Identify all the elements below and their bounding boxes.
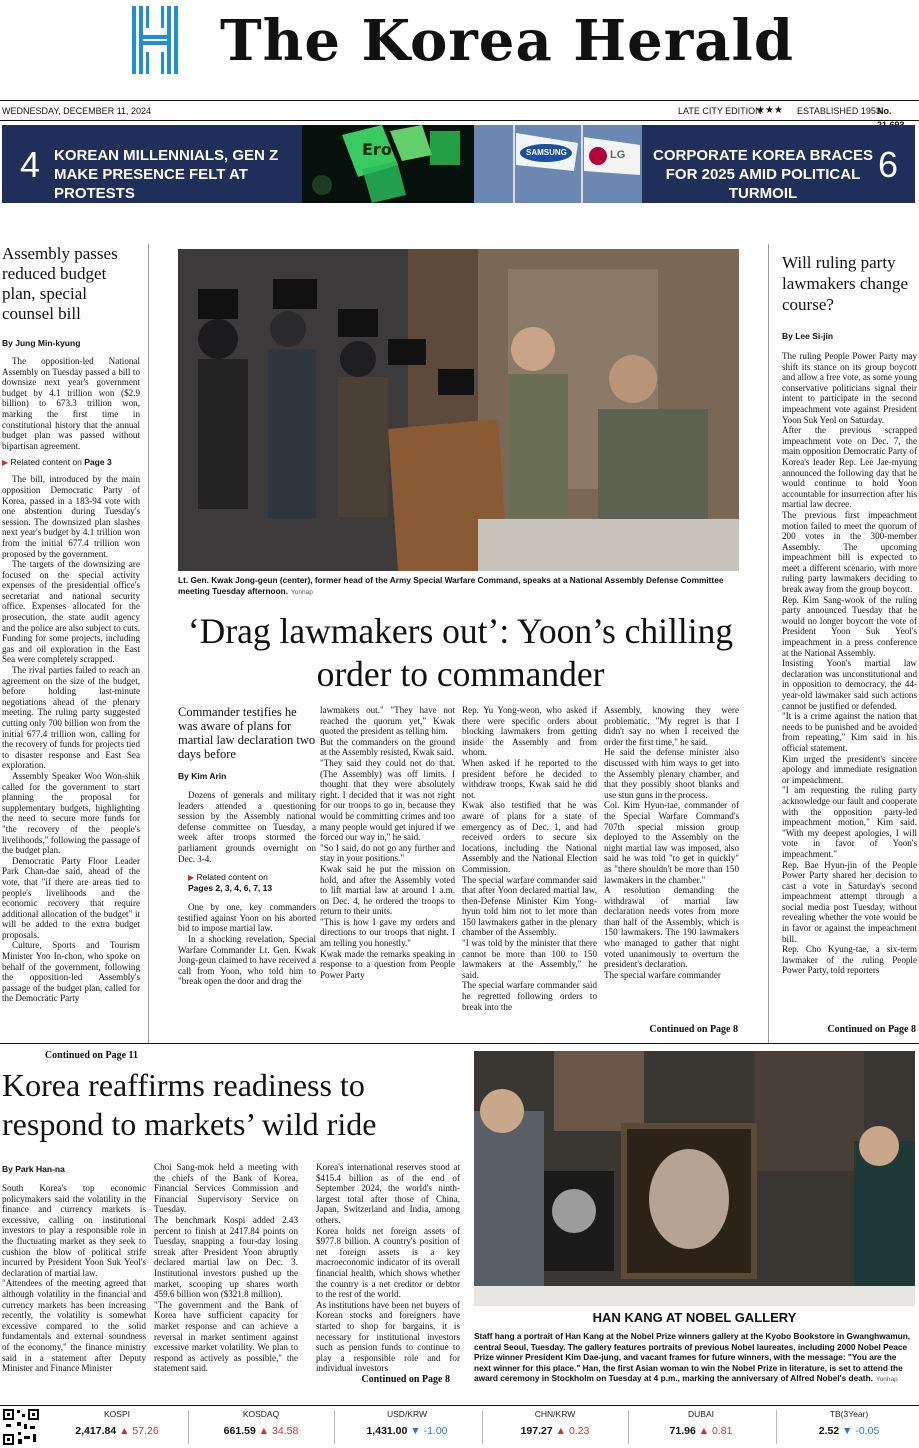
ticker-name: DUBAI: [688, 1409, 714, 1419]
ticker-item: [634, 1408, 768, 1448]
svg-text:Ero: Ero: [362, 140, 392, 159]
nobel-title[interactable]: HAN KANG AT NOBEL GALLERY: [592, 1310, 797, 1325]
right-story-byline: By Lee Si-jin: [782, 331, 834, 341]
main-story-col2: lawmakers out." "They have not reached the quorum yet," Kwak quoted the president as telling him. But the commanders on the ground at the Assembly resisted, Kwak said. "They said they could not do that. (The Assembly) was off limits. I thought that they were absolutely right. I decided that it was not right for our troops to go in, because they would be committing crimes and too many people would get injured if we forced our way in," he said. "So I said, do not go any further and stay in your positions." Kwak said he put the mission on hold, and after the Assembly voted to lift martial law at around 1 a.m. on Dec. 4, he ordered the troops to return to their units. "This is how I gave my orders and directions to our troops that night. I am telling you honestly." Kwak made the remarks speaking in response to a question from People Power Party: [320, 705, 455, 980]
edition-stars: ★★★: [756, 105, 783, 116]
main-story-headline[interactable]: ‘Drag lawmakers out’: Yoon’s chilling order to commander: [187, 611, 734, 694]
ticker-value: 2,417.84: [75, 1425, 117, 1437]
right-story-body: The ruling People Power Party may shift its stance on its group boycott and allow a free vote, as some young conservative politicians signal their intent to participate in the second impeachment vote against President Yoon Suk Yeol on Saturday. After the previous scrapped impeachment vote on Dec. 7, the main opposition Democratic Party of Korea's leader Rep. Lee Jae-myung announced the following day that he would continue to hold Yoon accountable for insurrection after his martial law decree. The previous first impeachment motion failed to meet the quorum of 200 votes in the 300-member Assembly. The upcoming impeachment bill is expected to meet a different scenario, with more ruling party lawmakers deciding to break away from the group boycott. Rep. Kim Sang-wook of the ruling party announced Tuesday that he would no longer boycott the vote of President Yoon Suk Yeol's impeachment in a press conference at the National Assembly. Insisting Yoon's martial law declaration was unconstitutional and in opposition to democracy, the 44-year-old lawmaker said such actions cannot be justified or defended. "It is a crime against the nation that needs to be punished and be avoided from repeating," Kim said in his official statement. Kim urged the president's sincere apology and immediate resignation or impeachment. "I am requesting the ruling party acknowledge our fault and cooperate with the opposition party-led impeachment motion," Kim said. "With my deepest apologies, I will vote in favor of Yoon's impeachment." Rep. Bae Hyun-jin of the People Power Party shared her decision to cast a vote in Saturday's second impeachment attempt through a social media post Tuesday, without revealing whether the vote would be in favor or against the impeachment bill. Rep. Cho Kyung-tae, a six-term lawmaker of the ruling People Power Party, told reporters: [782, 351, 917, 976]
ticker-change: ▲ 34.58: [258, 1425, 299, 1437]
ticker-name: KOSDAQ: [242, 1409, 280, 1419]
ticker-change: ▲ 0.23: [555, 1425, 590, 1437]
ticker-change: ▲ 0.81: [698, 1425, 733, 1437]
ticker-change: ▼ -0.05: [842, 1425, 880, 1437]
ticker-item: [488, 1408, 622, 1448]
left-story-para: The targets of the downsizing are focused on the special activity expenses of the presidential office's secretariat and national security office. Expenses allocated for the prosecution, the state audit agency and the police are also subject to cuts. Funding for some projects, including gas and oil exploration in the East Sea were completely scrapped.: [2, 559, 140, 665]
main-story-deck: Commander testifies he was aware of plans for martial law declaration two days before: [178, 705, 316, 761]
markets-story-col1: South Korea's top economic policymakers said the volatility in the finance and currency markets is excessive, calling on institutional investors to play a responsible role in the fluctuating market as they seek to cushion the blow of political strife incurred by President Yoon Suk Yeol's declaration of martial law. "Attendees of the meeting agreed that although volatility in the financial and currency markets has been increasing recently, the volatility is somewhat excessive compared to the solid fundamentals and external soundness of the economy," the finance ministry said in a statement after Deputy Minister and Finance Minister: [2, 1183, 146, 1374]
promo-right-headline[interactable]: CORPORATE KOREA BRACES FOR 2025 AMID POLITICAL TURMOIL: [652, 147, 873, 202]
main-story-related[interactable]: ▶ Related content on Pages 2, 3, 4, 6, 7, 13: [188, 872, 273, 894]
nobel-caption: Staff hang a portrait of Han Kang at the Nobel Prize winners gallery at the Kyobo Bookstore in Gwanghwamun, central Seoul, Tuesday. The gallery features portraits of previous Nobel laureates, including 2000 Nobel Peace Prize winner President Kim Dae-jung, and vacant frames for future winners, with the message: "You are the next winner for this place." Han, the first Asian woman to win the Nobel Prize in literature, is set to attend the award ceremony in Stockholm on Tuesday at 4 p.m., marking the anniversary of Alfred Nobel's death. Yonhap: [474, 1331, 911, 1383]
issue-number: No.: [877, 106, 892, 116]
corporate-flags-image: [474, 125, 642, 203]
ticker-name: KOSPI: [104, 1409, 130, 1419]
edition-label: LATE CITY EDITION: [678, 106, 762, 116]
left-story-continued[interactable]: Continued on Page 11: [44, 1050, 138, 1061]
ticker-change: ▼ -1.00: [410, 1425, 448, 1437]
ticker-item: [50, 1408, 184, 1448]
protest-lights-image: [302, 125, 474, 203]
left-story-para: Assembly Speaker Woo Won-shik called for the government to start planning the proposal for supplementary budgets, highlighting the need to secure more funds for "the recovery of the people's livelihoods," following the passage of the budget plan.: [2, 770, 140, 856]
ticker-name: TB(3Year): [829, 1409, 869, 1419]
ticker-divider: [334, 1410, 335, 1444]
markets-story-col3: Korea's international reserves stood at $415.4 billion as of the end of September 2024, the world's ninth-largest total after those of China, Japan, Switzerland and India, among others. Korea holds net foreign assets of $977.8 billion. A country's position of net foreign assets is a key macroeconomic indicator of its overall financial health, which shows whether the country is a net creditor or debtor to the rest of the world. As institutions have been net buyers of Korean stocks and foreigners have started to shop for bargains, it is necessary for institutional investors such as pension funds to continue to play a responsible role and for individual investors: [316, 1162, 460, 1374]
main-story-byline: By Kim Arin: [178, 771, 227, 781]
ticker-divider: [188, 1410, 189, 1444]
ticker-divider: [628, 1410, 629, 1444]
ticker-value: 71.96: [669, 1425, 696, 1437]
left-story-byline: By Jung Min-kyung: [2, 338, 81, 348]
established-label: ESTABLISHED 1953: [797, 106, 881, 116]
right-story-headline[interactable]: Will ruling party lawmakers change course?: [782, 253, 909, 314]
right-story-continued[interactable]: Continued on Page 8: [827, 1024, 916, 1035]
markets-story-col2: Choi Sang-mok held a meeting with the chiefs of the Bank of Korea, Financial Services Commission and Financial Supervisory Service on Tuesday. The benchmark Kospi added 2.43 percent to finish at 2417.84 points on Tuesday, snapping a four-day losing streak after President Yoon abruptly declared martial law on Dec. 3. Institutional investors pushed up the market, scooping up shares worth 459.6 billion won ($321.8 million). "The government and the Bank of Korea have sufficient capacity for market response and can achieve a reversal in market sentiment against excessive market volatility. We plan to respond as actively as possible," the statement said.: [154, 1162, 298, 1374]
left-story-para: Culture, Sports and Tourism Minister Yoo In-chon, who spoke on behalf of the government, following the opposition-led Assembly's passage of the budget plan, called for the Democratic Party: [2, 940, 140, 1004]
promo-left-page: 4: [20, 144, 41, 185]
ticker-change: ▲ 57.26: [119, 1425, 159, 1437]
markets-story-continued[interactable]: Continued on Page 8: [361, 1374, 450, 1385]
promo-left-headline[interactable]: KOREAN MILLENNIALS, GEN Z MAKE PRESENCE FELT AT PROTESTS: [54, 147, 279, 202]
ticker-item: [782, 1408, 916, 1448]
ticker-value: 661.59: [223, 1425, 256, 1437]
markets-story-headline[interactable]: Korea reaffirms readiness to respond to markets’ wild ride: [2, 1067, 377, 1142]
left-story-para: The opposition-led National Assembly on Tuesday passed a bill to downsize next year's government budget by 4.1 trillion won ($2.9 billion) to 673.3 trillion won, marking the first time in constitutional history that the annual budget plan was passed without bipartisan agreement.: [2, 356, 140, 451]
ticker-item: [340, 1408, 474, 1448]
nobel-photo: [474, 1051, 915, 1306]
main-story-para: One by one, key commanders testified against Yoon on his aborted bid to impose martial law.: [178, 902, 316, 934]
main-story-col4: Assembly, knowing they were problematic. "My regret is that I didn't say no when I received the order the first time," he said. He said the defense minister also discussed with him ways to get into the Assembly plenary chamber, and that they possibly shoot blanks and use stun guns in the process. Col. Kim Hyun-tae, commander of the Special Warfare Command's 707th special mission group deployed to the Assembly on the night martial law was imposed, also said he was told "to get in quickly" as "there shouldn't be more than 150 lawmakers in the chamber." A resolution demanding the withdrawal of martial law declaration needs votes from more than half of the Assembly, which is 150 lawmakers. The 190 lawmakers who managed to gather that night voted unanimously to overturn the president's declaration. The special warfare commander: [604, 705, 739, 980]
ticker-value: 1,431.00: [366, 1425, 408, 1437]
main-story-continued[interactable]: Continued on Page 8: [649, 1024, 738, 1035]
ticker-value: 197.27: [520, 1425, 553, 1437]
markets-story-byline: By Park Han-na: [2, 1164, 65, 1174]
left-story-para: The rival parties failed to reach an agreement on the size of the budget, before holding last-minute negotiations ahead of the plenary meeting. The ruling party suggested cutting only 700 billion won from the initial 677.4 trillion won, calling for the recovery of funds for projects tied to disaster response and East Sea exploration.: [2, 665, 140, 771]
promo-banner: [2, 125, 915, 203]
ticker-value: 2.52: [818, 1425, 840, 1437]
main-story-col1: [178, 705, 316, 1035]
samsung-flag-label: SAMSUNG: [526, 148, 567, 157]
left-story-para: Democratic Party Floor Leader Park Chan-dae said, ahead of the vote, that "if there are areas tied to people's livelihoods and the economic recovery that require additional allocation of the budget" it will be added to the extra budget proposals.: [2, 855, 140, 940]
ticker-item: [194, 1408, 328, 1448]
lg-flag-label: LG: [610, 149, 626, 161]
left-story-headline[interactable]: Assembly passes reduced budget plan, special counsel bill: [2, 244, 118, 323]
date-bar: [0, 104, 919, 118]
left-story-body: [2, 338, 140, 1050]
promo-right-page: 6: [878, 144, 899, 185]
ticker-name: CHN/KRW: [534, 1409, 576, 1419]
main-photo-caption: Lt. Gen. Kwak Jong-geun (center), former head of the Army Special Warfare Command, speaks at a National Assembly Defense Committee meeting Tuesday afternoon. Yonhap: [178, 575, 724, 596]
ticker-name: USD/KRW: [387, 1409, 427, 1419]
left-story-para: The bill, introduced by the main opposition Democratic Party of Korea, passed in a 183-94 vote with one abstention during Tuesday's session. The downsized plan slashes next year's budget by 4.1 trillion won from the initial 677.4 trillion won proposed by the government.: [2, 474, 140, 559]
triangle-right-icon: ▶: [2, 458, 9, 468]
triangle-right-icon: ▶: [188, 873, 195, 883]
herald-logo-icon: [132, 6, 178, 74]
main-photo: [178, 249, 739, 571]
main-story-para: Dozens of generals and military leaders attended a questioning session by the Assembly national defense committee on Tuesday, a week after troops stormed the parliament grounds overnight on Dec. 3-4.: [178, 790, 316, 864]
qr-code-icon[interactable]: [2, 1408, 40, 1446]
ticker-divider: [776, 1410, 777, 1444]
masthead-title: The Korea Herald: [220, 8, 794, 74]
left-story-related[interactable]: ▶ Related content on Page 3: [2, 457, 112, 468]
ticker-divider: [482, 1410, 483, 1444]
main-story-para: In a shocking revelation, Special Warfare Commander Lt. Gen. Kwak Jong-geun claimed to have received a call from Yoon, who told him to "break open the door and drag the: [178, 933, 316, 987]
main-story-col3: Rep. Yu Yong-weon, who asked if there were specific orders about blocking lawmakers from getting inside the Assembly and from whom. When asked if he reported to the president before he decided to withdraw troops, Kwak said he did not. Kwak also testified that he was aware of plans for a state of emergency as of Dec. 1, and had received orders to secure six locations, including the National Assembly and the National Election Commission. The special warfare commander said that after Yoon declared martial law, then-Defense Minister Kim Yong-hyun told him not to let more than 150 lawmakers gather in the plenary chamber of the Assembly. "I was told by the minister that there cannot be more than 100 to 150 lawmakers at the Assembly," he said. The special warfare commander said he regretted following orders to break into the: [462, 705, 597, 1012]
issue-date: WEDNESDAY, DECEMBER 11, 2024: [2, 106, 152, 116]
